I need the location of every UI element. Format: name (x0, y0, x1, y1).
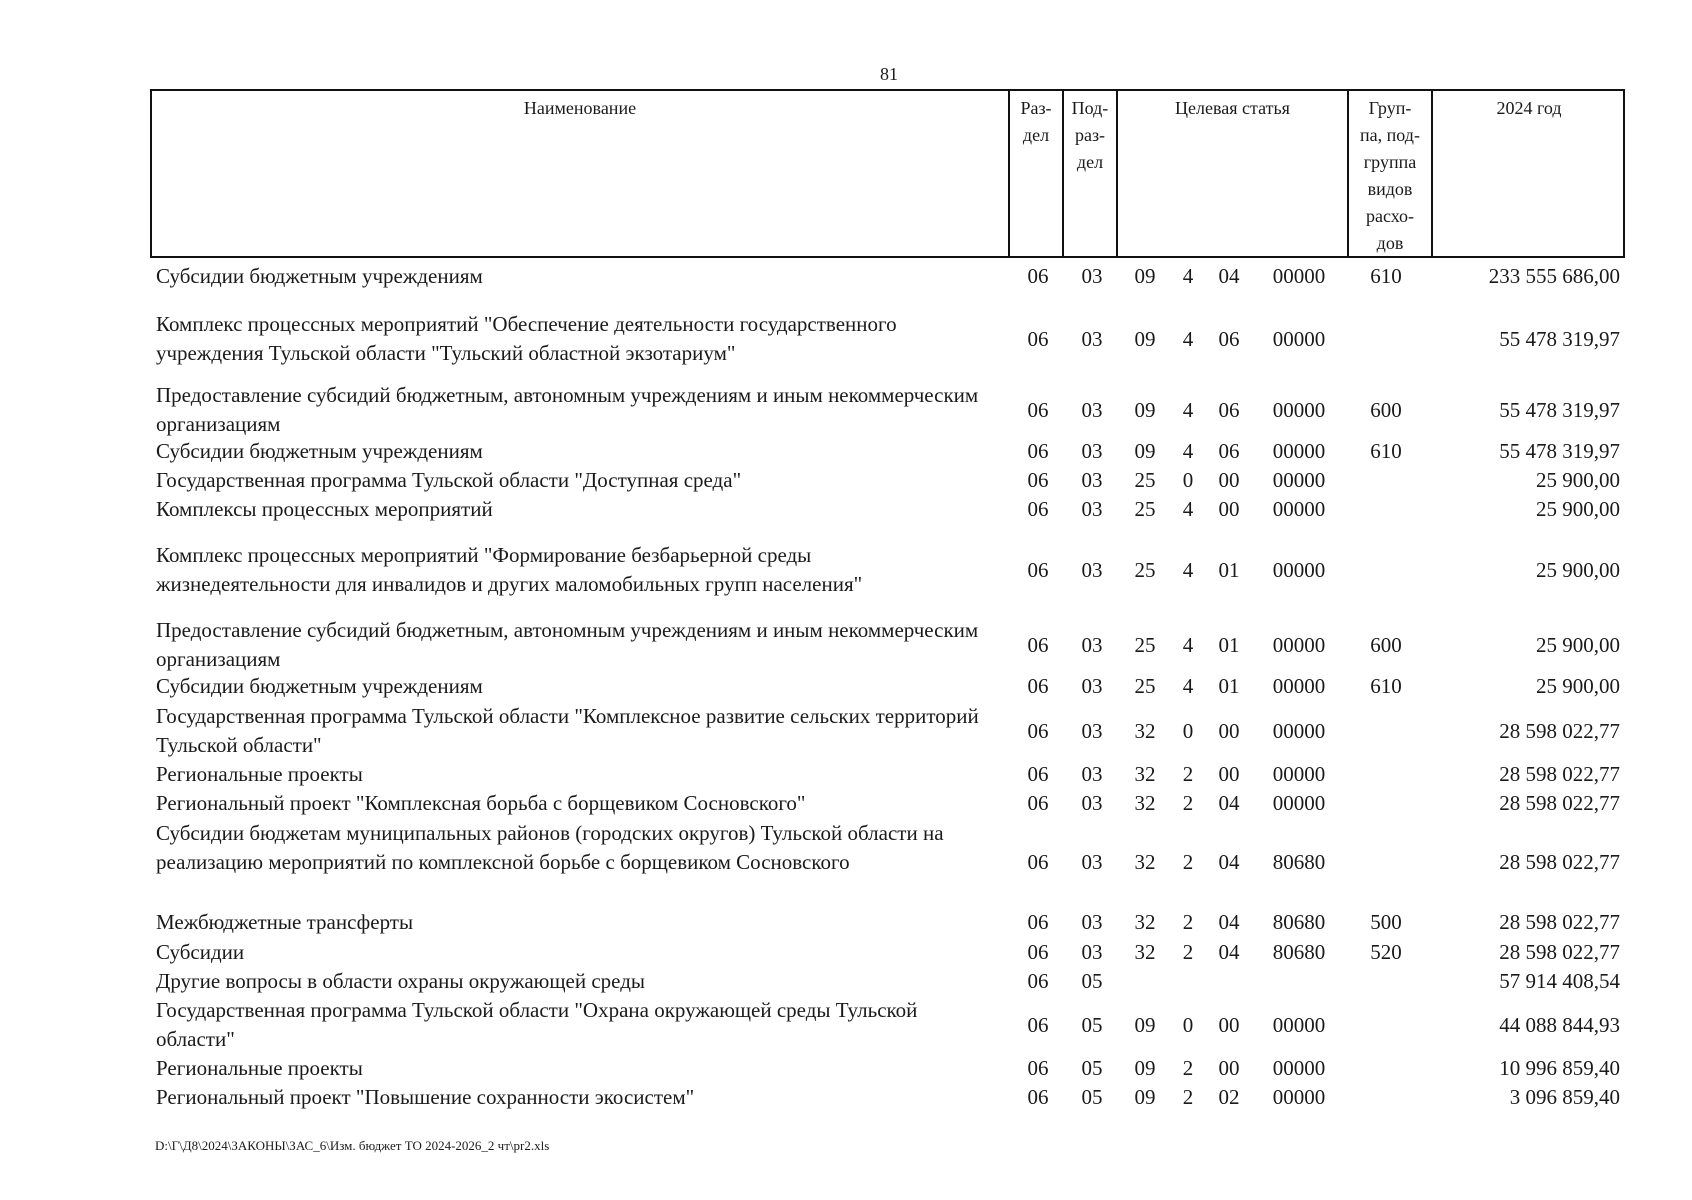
cell-podrazdel: 03 (1081, 397, 1103, 422)
cell-sum: 25 900,00 (1536, 674, 1620, 698)
header-year: 2024 год (1431, 91, 1625, 256)
cell-sum: 28 598 022,77 (1499, 718, 1620, 743)
cell-sum: 28 598 022,77 (1499, 940, 1620, 964)
table-row (150, 495, 1625, 524)
cell-cs3: 06 (1218, 397, 1240, 422)
cell-cs2: 4 (1182, 397, 1194, 422)
cell-podrazdel: 03 (1081, 264, 1103, 288)
cell-razdel: 06 (1027, 397, 1049, 422)
cell-cs3: 06 (1218, 326, 1240, 351)
cell-cs1: 09 (1134, 1012, 1156, 1037)
footer-file-path: D:\Г\Д8\2024\ЗАКОНЫ\ЗАС_6\Изм. бюджет ТО 2024-2026_2 чт\pr2.xls (155, 1138, 550, 1153)
header-target-article: Целевая статья (1116, 91, 1347, 256)
cell-cs3: 01 (1218, 674, 1240, 698)
cell-razdel: 06 (1027, 439, 1049, 463)
table-row (150, 672, 1625, 701)
cell-name: Региональные проекты (156, 1056, 363, 1080)
cell-cs1: 32 (1134, 910, 1156, 934)
cell-name: Региональный проект "Повышение сохранности экосистем" (156, 1085, 695, 1109)
cell-name: Комплексы процессных мероприятий (156, 497, 493, 521)
cell-sum: 28 598 022,77 (1499, 910, 1620, 934)
cell-sum: 233 555 686,00 (1488, 264, 1620, 288)
cell-razdel: 06 (1027, 468, 1049, 492)
header-section: Раз- дел (1008, 91, 1062, 256)
table-row (150, 702, 1625, 760)
table-row (150, 819, 1625, 906)
table-row (150, 760, 1625, 789)
table-row (150, 437, 1625, 466)
cell-cs3: 00 (1218, 1012, 1240, 1037)
cell-sum: 28 598 022,77 (1499, 791, 1620, 815)
cell-name: Субсидии (156, 940, 245, 964)
cell-razdel: 06 (1027, 1056, 1049, 1080)
cell-sum: 25 900,00 (1536, 497, 1620, 521)
cell-name: Предоставление субсидий бюджетным, автономным учреждениям и иным некоммерческим организациям (156, 618, 979, 671)
header-name: Наименование (523, 98, 637, 118)
cell-razdel: 06 (1027, 632, 1049, 657)
cell-cs1: 32 (1134, 940, 1156, 964)
cell-podrazdel: 03 (1081, 762, 1103, 786)
cell-sum: 55 478 319,97 (1499, 326, 1620, 351)
cell-cs3: 00 (1218, 1056, 1240, 1080)
cell-podrazdel: 03 (1081, 940, 1103, 964)
cell-name: Предоставление субсидий бюджетным, автономным учреждениям и иным некоммерческим организациям (156, 383, 979, 436)
cell-cs4: 00000 (1272, 264, 1326, 288)
cell-cs2: 2 (1182, 1085, 1194, 1109)
cell-cs4: 00000 (1272, 439, 1326, 463)
cell-cs2: 2 (1182, 850, 1194, 874)
cell-name: Другие вопросы в области охраны окружающей среды (156, 969, 645, 993)
cell-podrazdel: 03 (1081, 850, 1103, 874)
cell-sum: 55 478 319,97 (1499, 439, 1620, 463)
cell-cs4: 00000 (1272, 632, 1326, 657)
cell-razdel: 06 (1027, 326, 1049, 351)
cell-sum: 44 088 844,93 (1499, 1012, 1620, 1037)
cell-cs4: 00000 (1272, 326, 1326, 351)
cell-razdel: 06 (1027, 850, 1049, 874)
cell-cs4: 80680 (1272, 940, 1326, 964)
cell-cs1: 09 (1134, 397, 1156, 422)
table-row (150, 466, 1625, 495)
table-row (150, 789, 1625, 818)
table-row (150, 262, 1625, 291)
cell-podrazdel: 03 (1081, 674, 1103, 698)
cell-name: Комплекс процессных мероприятий "Обеспечение деятельности государственного учреждения Тульской области "Тульский областной экзотариум" (156, 312, 897, 365)
cell-sum: 25 900,00 (1536, 632, 1620, 657)
cell-sum: 10 996 859,40 (1499, 1056, 1620, 1080)
cell-cs2: 4 (1182, 439, 1194, 463)
table-row (150, 381, 1625, 439)
cell-name: Комплекс процессных мероприятий "Формирование безбарьерной среды жизнедеятельности для инвалидов и других маломобильных групп населения" (156, 543, 863, 596)
cell-cs2: 2 (1182, 791, 1194, 815)
cell-podrazdel: 03 (1081, 439, 1103, 463)
cell-cs4: 00000 (1272, 1012, 1326, 1037)
header-subsection: Под- раз- дел (1062, 91, 1116, 256)
cell-podrazdel: 03 (1081, 326, 1103, 351)
cell-cs2: 4 (1182, 557, 1194, 582)
cell-razdel: 06 (1027, 1012, 1049, 1037)
cell-cs4: 00000 (1272, 1056, 1326, 1080)
cell-name: Субсидии бюджетным учреждениям (156, 439, 483, 463)
cell-vr: 600 (1370, 632, 1402, 657)
cell-razdel: 06 (1027, 1085, 1049, 1109)
cell-cs4: 00000 (1272, 497, 1326, 521)
cell-cs1: 09 (1134, 1085, 1156, 1109)
cell-cs1: 32 (1134, 762, 1156, 786)
cell-razdel: 06 (1027, 718, 1049, 743)
table-row (150, 310, 1625, 368)
cell-cs2: 0 (1182, 1012, 1194, 1037)
cell-cs3: 04 (1218, 940, 1240, 964)
cell-podrazdel: 03 (1081, 910, 1103, 934)
cell-name: Региональные проекты (156, 762, 363, 786)
table-row (150, 1054, 1625, 1083)
cell-cs1: 25 (1134, 674, 1156, 698)
cell-cs2: 0 (1182, 718, 1194, 743)
cell-name: Государственная программа Тульской области "Охрана окружающей среды Тульской области" (156, 998, 918, 1051)
cell-sum: 55 478 319,97 (1499, 397, 1620, 422)
cell-cs3: 04 (1218, 264, 1240, 288)
cell-cs2: 2 (1182, 940, 1194, 964)
cell-cs4: 00000 (1272, 397, 1326, 422)
cell-cs2: 2 (1182, 1056, 1194, 1080)
cell-sum: 57 914 408,54 (1499, 969, 1620, 993)
cell-cs1: 25 (1134, 557, 1156, 582)
table-row (150, 938, 1625, 967)
cell-podrazdel: 03 (1081, 497, 1103, 521)
cell-cs1: 25 (1134, 497, 1156, 521)
table-row (150, 1083, 1625, 1112)
cell-razdel: 06 (1027, 557, 1049, 582)
cell-cs3: 00 (1218, 718, 1240, 743)
cell-cs4: 00000 (1272, 718, 1326, 743)
cell-name: Межбюджетные трансферты (156, 910, 414, 934)
cell-razdel: 06 (1027, 969, 1049, 993)
cell-cs3: 00 (1218, 497, 1240, 521)
cell-name: Субсидии бюджетным учреждениям (156, 674, 483, 698)
cell-cs3: 02 (1218, 1085, 1240, 1109)
cell-cs4: 00000 (1272, 791, 1326, 815)
cell-cs1: 32 (1134, 850, 1156, 874)
cell-cs2: 4 (1182, 326, 1194, 351)
cell-cs3: 00 (1218, 762, 1240, 786)
cell-podrazdel: 05 (1081, 969, 1103, 993)
cell-razdel: 06 (1027, 762, 1049, 786)
cell-vr: 610 (1370, 674, 1402, 698)
cell-cs1: 32 (1134, 718, 1156, 743)
page-number: 81 (880, 64, 898, 84)
table-row (150, 908, 1625, 937)
cell-cs2: 4 (1182, 264, 1194, 288)
cell-podrazdel: 05 (1081, 1056, 1103, 1080)
cell-vr: 520 (1370, 940, 1402, 964)
table-header (150, 89, 1625, 258)
cell-podrazdel: 05 (1081, 1085, 1103, 1109)
cell-cs2: 2 (1182, 762, 1194, 786)
cell-sum: 28 598 022,77 (1499, 762, 1620, 786)
cell-cs4: 00000 (1272, 1085, 1326, 1109)
cell-cs1: 09 (1134, 326, 1156, 351)
cell-cs3: 00 (1218, 468, 1240, 492)
cell-cs4: 00000 (1272, 557, 1326, 582)
cell-vr: 500 (1370, 910, 1402, 934)
cell-podrazdel: 03 (1081, 557, 1103, 582)
cell-cs4: 80680 (1272, 910, 1326, 934)
cell-razdel: 06 (1027, 264, 1049, 288)
cell-razdel: 06 (1027, 791, 1049, 815)
cell-name: Субсидии бюджетным учреждениям (156, 264, 483, 288)
cell-cs3: 01 (1218, 557, 1240, 582)
cell-cs1: 25 (1134, 468, 1156, 492)
cell-vr: 610 (1370, 439, 1402, 463)
cell-cs1: 09 (1134, 264, 1156, 288)
cell-cs3: 04 (1218, 850, 1240, 874)
table-row (150, 967, 1625, 996)
cell-cs3: 04 (1218, 791, 1240, 815)
cell-razdel: 06 (1027, 940, 1049, 964)
cell-podrazdel: 05 (1081, 1012, 1103, 1037)
cell-razdel: 06 (1027, 910, 1049, 934)
cell-name: Государственная программа Тульской области "Доступная среда" (156, 468, 742, 492)
cell-cs4: 00000 (1272, 468, 1326, 492)
cell-sum: 25 900,00 (1536, 557, 1620, 582)
cell-cs2: 4 (1182, 674, 1194, 698)
cell-cs1: 32 (1134, 791, 1156, 815)
cell-cs3: 01 (1218, 632, 1240, 657)
cell-razdel: 06 (1027, 497, 1049, 521)
table-row (150, 616, 1625, 674)
cell-cs1: 09 (1134, 439, 1156, 463)
cell-podrazdel: 03 (1081, 468, 1103, 492)
cell-sum: 3 096 859,40 (1509, 1085, 1620, 1109)
cell-name: Государственная программа Тульской области "Комплексное развитие сельских территорий Тульской области" (156, 704, 979, 757)
cell-vr: 610 (1370, 264, 1402, 288)
cell-cs4: 80680 (1272, 850, 1326, 874)
cell-podrazdel: 03 (1081, 791, 1103, 815)
cell-cs2: 4 (1182, 497, 1194, 521)
header-expense-group: Груп- па, под- группа видов расхо- дов (1347, 91, 1431, 256)
cell-cs3: 06 (1218, 439, 1240, 463)
cell-name: Субсидии бюджетам муниципальных районов (городских округов) Тульской области на реализацию мероприятий по комплексной борьбе с борщевиком Сосновского (156, 821, 944, 874)
cell-cs4: 00000 (1272, 762, 1326, 786)
cell-cs3: 04 (1218, 910, 1240, 934)
cell-podrazdel: 03 (1081, 718, 1103, 743)
cell-cs1: 09 (1134, 1056, 1156, 1080)
cell-vr: 600 (1370, 397, 1402, 422)
table-row (150, 541, 1625, 599)
cell-sum: 25 900,00 (1536, 468, 1620, 492)
cell-sum: 28 598 022,77 (1499, 850, 1620, 874)
cell-cs4: 00000 (1272, 674, 1326, 698)
cell-cs2: 0 (1182, 468, 1194, 492)
cell-razdel: 06 (1027, 674, 1049, 698)
cell-cs1: 25 (1134, 632, 1156, 657)
table-row (150, 996, 1625, 1054)
cell-podrazdel: 03 (1081, 632, 1103, 657)
cell-cs2: 2 (1182, 910, 1194, 934)
cell-name: Региональный проект "Комплексная борьба с борщевиком Сосновского" (156, 791, 806, 815)
cell-cs2: 4 (1182, 632, 1194, 657)
